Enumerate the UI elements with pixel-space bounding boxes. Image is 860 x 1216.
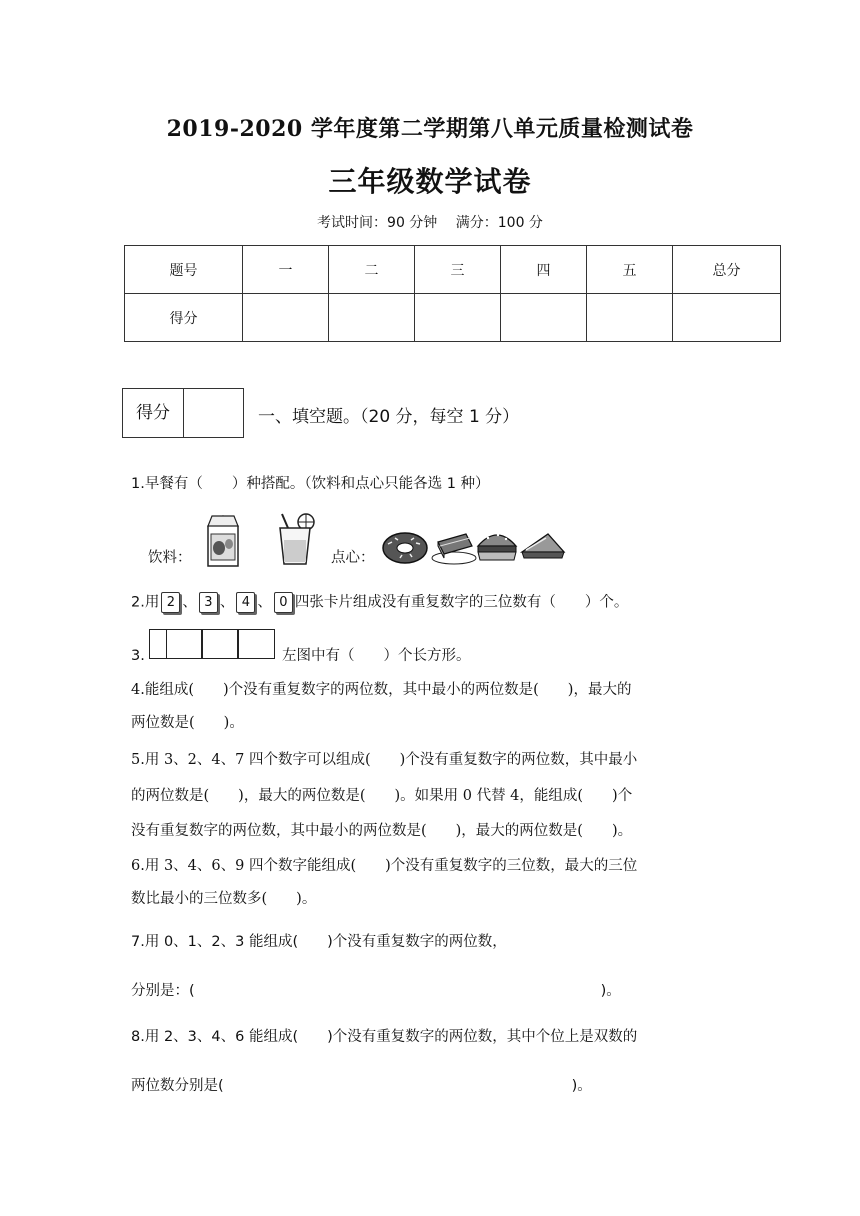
score-cell-total[interactable] [673,294,781,342]
question-4-line-2: 两位数是( )。 [131,715,244,731]
section1-score-label: 得分 [123,389,184,437]
section1-title: 一、填空题。（20 分，每空 1 分） [258,407,520,427]
q3-prefix: 3. [131,648,145,664]
rect-segment [149,629,203,659]
question-4-line-1: 4.能组成( )个没有重复数字的两位数，其中最小的两位数是( )，最大的 [131,682,632,698]
drink-label: 饮料： [148,550,192,566]
digit-card-4: 4 [236,592,255,613]
digit-card-0: 0 [274,592,293,613]
score-table-header-label: 题号 [125,246,243,294]
section1-score-cell[interactable] [184,389,243,437]
score-cell-1[interactable] [243,294,329,342]
q3-suffix: 左图中有（ ）个长方形。 [282,648,471,664]
burger-icon [474,526,520,566]
score-table-col-4: 四 [501,246,587,294]
question-2 [131,592,628,613]
q2-suffix: 四张卡片组成没有重复数字的三位数有（ ）个。 [294,594,629,611]
question-8-line-1: 8.用 2、3、4、6 能组成( )个没有重复数字的两位数，其中个位上是双数的 [131,1029,638,1045]
digit-card-3: 3 [199,592,218,613]
snack-label: 点心： [331,550,375,566]
q2-sep: 、 [219,594,235,611]
question-6-line-2: 数比最小的三位数多( )。 [131,891,317,907]
question-7-line-2: 分别是：( )。 [131,983,621,999]
score-cell-3[interactable] [415,294,501,342]
section1-score-box [122,388,244,438]
score-table-col-total: 总分 [673,246,781,294]
question-1: 1.早餐有（ ）种搭配。（饮料和点心只能各选 1 种） [131,476,490,492]
question-5-line-1: 5.用 3、2、4、7 四个数字可以组成( )个没有重复数字的两位数，其中最小 [131,752,638,768]
question-6-line-1: 6.用 3、4、6、9 四个数字能组成( )个没有重复数字的三位数，最大的三位 [131,858,638,874]
score-table-col-3: 三 [415,246,501,294]
score-table-score-label: 得分 [125,294,243,342]
donut-icon [380,526,430,566]
score-table-col-5: 五 [587,246,673,294]
score-cell-4[interactable] [501,294,587,342]
score-cell-2[interactable] [329,294,415,342]
score-table-col-2: 二 [329,246,415,294]
q2-sep: 、 [182,594,197,611]
score-table-header-row [125,246,781,294]
exam-title: 2019-2020 学年度第二学期第八单元质量检测试卷 [166,116,694,142]
question-7-line-1: 7.用 0、1、2、3 能组成( )个没有重复数字的两位数， [131,934,507,950]
score-table [124,245,781,342]
rect-segment [237,629,275,659]
exam-meta: 考试时间：90 分钟 满分：100 分 [317,215,543,231]
exam-subtitle: 三年级数学试卷 [328,165,532,198]
rect-segment [201,629,239,659]
q2-sep: 、 [257,594,272,611]
milk-carton-icon [202,512,244,570]
score-table-col-1: 一 [243,246,329,294]
digit-card-2: 2 [161,592,180,613]
q2-prefix: 2.用 [131,594,160,611]
score-cell-5[interactable] [587,294,673,342]
question-5-line-3: 没有重复数字的两位数，其中最小的两位数是( )，最大的两位数是( )。 [131,823,633,839]
rectangles-figure [149,629,274,659]
score-table-score-row [125,294,781,342]
cake-icon [430,524,478,566]
question-5-line-2: 的两位数是( )，最大的两位数是( )。如果用 0 代替 4，能组成( )个 [131,788,633,804]
juice-glass-icon [272,512,320,568]
sandwich-icon [518,530,568,564]
question-8-line-2: 两位数分别是( )。 [131,1078,592,1094]
